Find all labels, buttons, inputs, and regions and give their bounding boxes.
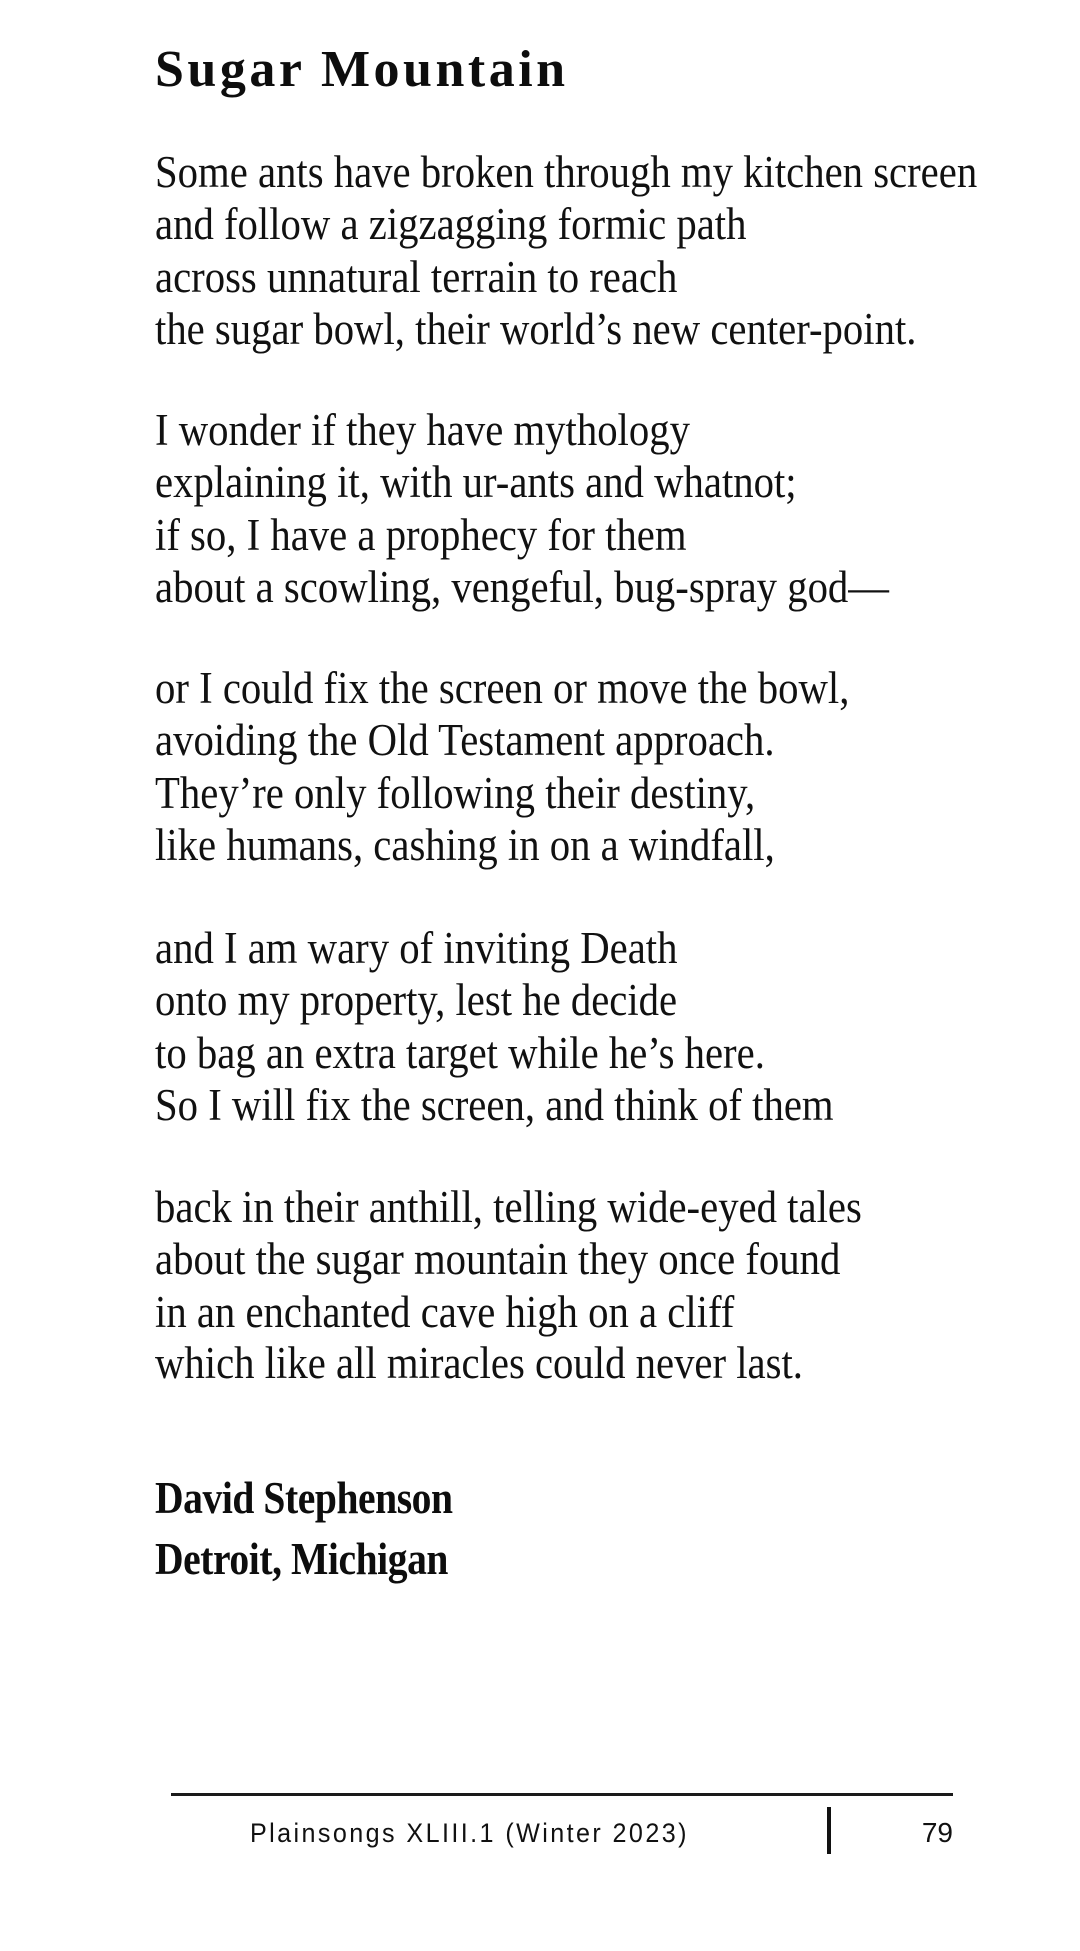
poem-line: They’re only following their destiny, bbox=[155, 768, 756, 818]
footer-vertical-divider bbox=[827, 1807, 831, 1854]
poem-line: avoiding the Old Testament approach. bbox=[155, 715, 775, 765]
author-location: Detroit, Michigan bbox=[155, 1533, 449, 1584]
poem-line: if so, I have a prophecy for them bbox=[155, 510, 687, 560]
poem-line: So I will fix the screen, and think of them bbox=[155, 1080, 834, 1130]
poem-line: back in their anthill, telling wide-eyed tales bbox=[155, 1182, 862, 1232]
poem-title: Sugar Mountain bbox=[155, 41, 569, 98]
poem-line: about the sugar mountain they once found bbox=[155, 1234, 841, 1284]
poem-line: and I am wary of inviting Death bbox=[155, 923, 678, 973]
poem-line: onto my property, lest he decide bbox=[155, 975, 678, 1025]
footer-divider-rule bbox=[171, 1793, 953, 1796]
poem-line: like humans, cashing in on a windfall, bbox=[155, 820, 775, 870]
publication-info: Plainsongs XLIII.1 (Winter 2023) bbox=[250, 1818, 689, 1848]
poem-line: explaining it, with ur-ants and whatnot; bbox=[155, 457, 797, 507]
poem-line: across unnatural terrain to reach bbox=[155, 252, 678, 302]
poem-line: which like all miracles could never last. bbox=[155, 1338, 803, 1388]
poem-line: or I could fix the screen or move the bowl, bbox=[155, 663, 850, 713]
page-number: 79 bbox=[921, 1817, 953, 1848]
poem-line: to bag an extra target while he’s here. bbox=[155, 1028, 765, 1078]
poem-line: in an enchanted cave high on a cliff bbox=[155, 1287, 735, 1337]
poem-line: about a scowling, vengeful, bug-spray god— bbox=[155, 562, 890, 612]
poem-line: and follow a zigzagging formic path bbox=[155, 199, 747, 249]
poem-line: the sugar bowl, their world’s new center-point. bbox=[155, 304, 917, 354]
poem-line: Some ants have broken through my kitchen screen bbox=[155, 147, 978, 197]
poem-line: I wonder if they have mythology bbox=[155, 405, 690, 455]
author-name: David Stephenson bbox=[155, 1472, 453, 1523]
